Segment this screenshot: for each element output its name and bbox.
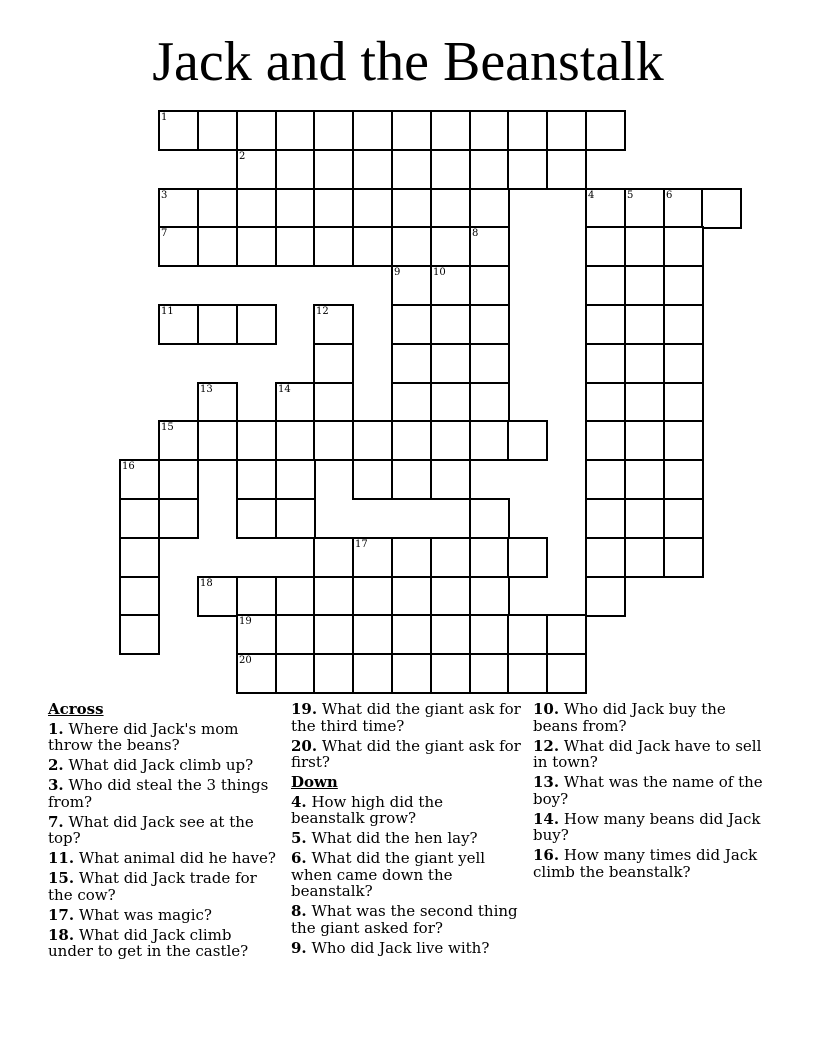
- grid-cell[interactable]: [275, 420, 316, 461]
- grid-cell[interactable]: [275, 110, 316, 151]
- grid-cell[interactable]: [430, 576, 471, 617]
- clue-number-label: 4.: [291, 792, 307, 811]
- grid-cell[interactable]: [236, 420, 277, 461]
- clue-number: 8: [472, 228, 479, 239]
- grid-cell[interactable]: [236, 304, 277, 345]
- grid-cell[interactable]: [275, 498, 316, 539]
- grid-cell[interactable]: [119, 459, 160, 500]
- clue-number-label: 9.: [291, 938, 307, 957]
- grid-cell[interactable]: [430, 420, 471, 461]
- grid-cell[interactable]: [430, 653, 471, 694]
- grid-cell[interactable]: [507, 653, 548, 694]
- clue-column-3: [533, 701, 763, 884]
- grid-cell[interactable]: [236, 576, 277, 617]
- grid-cell[interactable]: [585, 382, 626, 423]
- grid-cell[interactable]: [197, 226, 238, 267]
- grid-cell[interactable]: [158, 188, 199, 229]
- clue-number-label: 18.: [48, 925, 75, 944]
- clue-number: 4: [588, 190, 595, 201]
- clue-text: What did Jack climb up?: [63, 756, 254, 774]
- clue: [533, 701, 763, 734]
- grid-cell[interactable]: [701, 188, 742, 229]
- clue-number-label: 20.: [291, 736, 318, 755]
- clue-number: 19: [239, 616, 252, 627]
- grid-cell[interactable]: [119, 576, 160, 617]
- clue-number: 17: [355, 539, 368, 550]
- grid-cell[interactable]: [236, 614, 277, 655]
- grid-cell[interactable]: [352, 537, 393, 578]
- clue-number-label: 17.: [48, 905, 75, 924]
- grid-cell[interactable]: [391, 343, 432, 384]
- grid-cell[interactable]: [313, 304, 354, 345]
- clue-text: Who did Jack buy the beans from?: [533, 700, 726, 735]
- clue-number-label: 7.: [48, 812, 64, 831]
- clue-number-label: 1.: [48, 719, 64, 738]
- grid-cell[interactable]: [197, 382, 238, 423]
- grid-cell[interactable]: [469, 537, 510, 578]
- grid-cell[interactable]: [624, 304, 665, 345]
- grid-cell[interactable]: [158, 498, 199, 539]
- clue-number-label: 10.: [533, 700, 560, 718]
- grid-cell[interactable]: [197, 420, 238, 461]
- grid-cell[interactable]: [391, 226, 432, 267]
- grid-cell[interactable]: [391, 265, 432, 306]
- clue-number: 12: [316, 306, 329, 317]
- clue-number: 5: [627, 190, 634, 201]
- grid-cell[interactable]: [585, 265, 626, 306]
- grid-cell[interactable]: [275, 459, 316, 500]
- grid-cell[interactable]: [507, 420, 548, 461]
- grid-cell[interactable]: [313, 343, 354, 384]
- grid-cell[interactable]: [275, 614, 316, 655]
- grid-cell[interactable]: [663, 382, 704, 423]
- grid-cell[interactable]: [469, 576, 510, 617]
- across-header: Across: [48, 700, 104, 718]
- clue-text: What did the giant ask for first?: [291, 736, 521, 771]
- grid-cell[interactable]: [313, 226, 354, 267]
- clue: [291, 940, 521, 957]
- grid-cell[interactable]: [313, 188, 354, 229]
- grid-cell[interactable]: [507, 614, 548, 655]
- clue: [48, 870, 276, 903]
- grid-cell[interactable]: [430, 537, 471, 578]
- grid-cell[interactable]: [469, 420, 510, 461]
- clue-number-label: 16.: [533, 846, 560, 864]
- grid-cell[interactable]: [158, 420, 199, 461]
- clue-text: What was the second thing the giant asked for?: [291, 902, 518, 937]
- clue: [48, 907, 276, 924]
- grid-cell[interactable]: [158, 459, 199, 500]
- clue-number: 11: [161, 306, 174, 317]
- clue: [48, 757, 276, 774]
- clue-number: 7: [161, 228, 168, 239]
- grid-cell[interactable]: [158, 226, 199, 267]
- grid-cell[interactable]: [469, 653, 510, 694]
- grid-cell[interactable]: [275, 576, 316, 617]
- grid-cell[interactable]: [663, 265, 704, 306]
- grid-cell[interactable]: [663, 498, 704, 539]
- grid-cell[interactable]: [507, 110, 548, 151]
- clue-text: What did the giant yell when came down the beanstalk?: [291, 849, 486, 900]
- grid-cell[interactable]: [507, 149, 548, 190]
- grid-cell[interactable]: [313, 614, 354, 655]
- clue: [291, 794, 521, 827]
- grid-cell[interactable]: [546, 149, 587, 190]
- grid-cell[interactable]: [624, 226, 665, 267]
- grid-cell[interactable]: [469, 498, 510, 539]
- grid-cell[interactable]: [469, 343, 510, 384]
- grid-cell[interactable]: [352, 459, 393, 500]
- grid-cell[interactable]: [391, 576, 432, 617]
- grid-cell[interactable]: [119, 614, 160, 655]
- grid-cell[interactable]: [158, 110, 199, 151]
- clue: [533, 847, 763, 880]
- grid-cell[interactable]: [391, 420, 432, 461]
- grid-cell[interactable]: [391, 614, 432, 655]
- clue-text: What did the hen lay?: [306, 829, 478, 847]
- clue-number: 20: [239, 655, 252, 666]
- clue: [291, 830, 521, 847]
- grid-cell[interactable]: [197, 110, 238, 151]
- clue: [48, 721, 276, 754]
- grid-cell[interactable]: [236, 188, 277, 229]
- across-clue-list-continued: [291, 701, 521, 771]
- grid-cell[interactable]: [352, 420, 393, 461]
- down-clue-list: [291, 794, 521, 957]
- grid-cell[interactable]: [275, 653, 316, 694]
- clue: [48, 814, 276, 847]
- clue-number-label: 8.: [291, 902, 307, 920]
- clue: [48, 850, 276, 867]
- grid-cell[interactable]: [236, 498, 277, 539]
- clue-text: What did Jack see at the top?: [48, 812, 254, 847]
- clue-number: 15: [161, 422, 174, 433]
- grid-cell[interactable]: [313, 576, 354, 617]
- clue-text: What did the giant ask for the third time?: [291, 700, 521, 735]
- grid-cell[interactable]: [430, 614, 471, 655]
- grid-cell[interactable]: [352, 576, 393, 617]
- clue: [291, 850, 521, 900]
- grid-cell[interactable]: [663, 188, 704, 229]
- clue-number: 3: [161, 190, 168, 201]
- grid-cell[interactable]: [430, 265, 471, 306]
- grid-cell[interactable]: [585, 420, 626, 461]
- grid-cell[interactable]: [469, 265, 510, 306]
- grid-cell[interactable]: [624, 265, 665, 306]
- clue-text: What was magic?: [74, 905, 212, 924]
- grid-cell[interactable]: [430, 188, 471, 229]
- clue-number-label: 3.: [48, 776, 64, 794]
- grid-cell[interactable]: [663, 420, 704, 461]
- grid-cell[interactable]: [119, 537, 160, 578]
- grid-cell[interactable]: [585, 110, 626, 151]
- grid-cell[interactable]: [352, 149, 393, 190]
- grid-cell[interactable]: [313, 382, 354, 423]
- grid-cell[interactable]: [585, 343, 626, 384]
- clue-number: 14: [278, 384, 291, 395]
- grid-cell[interactable]: [469, 188, 510, 229]
- clue-column-1: [48, 701, 276, 963]
- grid-cell[interactable]: [469, 149, 510, 190]
- clue-text: How many beans did Jack buy?: [533, 809, 761, 844]
- grid-cell[interactable]: [236, 149, 277, 190]
- grid-cell[interactable]: [663, 226, 704, 267]
- grid-cell[interactable]: [585, 498, 626, 539]
- grid-cell[interactable]: [352, 226, 393, 267]
- grid-cell[interactable]: [430, 110, 471, 151]
- grid-cell[interactable]: [507, 537, 548, 578]
- grid-cell[interactable]: [158, 304, 199, 345]
- clue-text: Who did steal the 3 things from?: [48, 776, 269, 811]
- grid-cell[interactable]: [275, 149, 316, 190]
- grid-cell[interactable]: [119, 498, 160, 539]
- grid-cell[interactable]: [430, 149, 471, 190]
- grid-cell[interactable]: [585, 304, 626, 345]
- clue-number: 13: [200, 384, 213, 395]
- clue-number-label: 5.: [291, 829, 307, 847]
- grid-cell[interactable]: [197, 576, 238, 617]
- grid-cell[interactable]: [236, 110, 277, 151]
- grid-cell[interactable]: [469, 110, 510, 151]
- clue-number-label: 19.: [291, 700, 318, 718]
- grid-cell[interactable]: [663, 459, 704, 500]
- clue: [48, 777, 276, 810]
- grid-cell[interactable]: [391, 653, 432, 694]
- grid-cell[interactable]: [624, 459, 665, 500]
- grid-cell[interactable]: [624, 188, 665, 229]
- grid-cell[interactable]: [391, 304, 432, 345]
- grid-cell[interactable]: [313, 537, 354, 578]
- grid-cell[interactable]: [430, 304, 471, 345]
- grid-cell[interactable]: [624, 343, 665, 384]
- grid-cell[interactable]: [197, 188, 238, 229]
- clue-text: Who did Jack live with?: [306, 938, 490, 957]
- grid-cell[interactable]: [275, 382, 316, 423]
- grid-cell[interactable]: [391, 382, 432, 423]
- clue: [48, 927, 276, 960]
- grid-cell[interactable]: [663, 343, 704, 384]
- clue-text: What did Jack trade for the cow?: [48, 869, 257, 904]
- grid-cell[interactable]: [275, 188, 316, 229]
- clue-text: What animal did he have?: [74, 849, 276, 867]
- grid-cell[interactable]: [546, 110, 587, 151]
- clue-number: 1: [161, 112, 168, 123]
- grid-cell[interactable]: [624, 420, 665, 461]
- grid-cell[interactable]: [624, 498, 665, 539]
- clue-number-label: 12.: [533, 736, 560, 755]
- grid-cell[interactable]: [469, 614, 510, 655]
- grid-cell[interactable]: [430, 343, 471, 384]
- grid-cell[interactable]: [624, 537, 665, 578]
- clue-text: What did Jack climb under to get in the castle?: [48, 925, 249, 960]
- grid-cell[interactable]: [197, 304, 238, 345]
- grid-cell[interactable]: [236, 226, 277, 267]
- grid-cell[interactable]: [391, 149, 432, 190]
- clue-column-2: [291, 701, 521, 960]
- grid-cell[interactable]: [663, 537, 704, 578]
- grid-cell[interactable]: [236, 653, 277, 694]
- clue: [533, 811, 763, 844]
- grid-cell[interactable]: [469, 226, 510, 267]
- grid-cell[interactable]: [546, 614, 587, 655]
- down-clue-list-continued: [533, 701, 763, 880]
- grid-cell[interactable]: [391, 459, 432, 500]
- clue: [291, 701, 521, 734]
- grid-cell[interactable]: [313, 653, 354, 694]
- grid-cell[interactable]: [391, 110, 432, 151]
- grid-cell[interactable]: [430, 382, 471, 423]
- puzzle-title: Jack and the Beanstalk: [152, 31, 664, 93]
- clue-text: What was the name of the boy?: [533, 773, 763, 808]
- grid-cell[interactable]: [313, 110, 354, 151]
- grid-cell[interactable]: [313, 149, 354, 190]
- clue-text: What did Jack have to sell in town?: [533, 736, 762, 771]
- clue-text: How high did the beanstalk grow?: [291, 792, 443, 827]
- across-clue-list: [48, 721, 276, 960]
- clue-number-label: 15.: [48, 869, 75, 887]
- grid-cell[interactable]: [469, 304, 510, 345]
- grid-cell[interactable]: [352, 110, 393, 151]
- grid-cell[interactable]: [585, 537, 626, 578]
- grid-cell[interactable]: [585, 188, 626, 229]
- grid-cell[interactable]: [430, 459, 471, 500]
- grid-cell[interactable]: [391, 188, 432, 229]
- clue-number: 16: [122, 461, 135, 472]
- clue-number: 9: [394, 267, 401, 278]
- grid-cell[interactable]: [352, 614, 393, 655]
- grid-cell[interactable]: [585, 226, 626, 267]
- grid-cell[interactable]: [663, 304, 704, 345]
- grid-cell[interactable]: [313, 420, 354, 461]
- clue: [533, 738, 763, 771]
- clue-number: 6: [666, 190, 673, 201]
- grid-cell[interactable]: [430, 226, 471, 267]
- clue-number-label: 11.: [48, 849, 75, 867]
- down-header: Down: [291, 773, 338, 791]
- clue: [291, 738, 521, 771]
- grid-cell[interactable]: [624, 382, 665, 423]
- grid-cell[interactable]: [352, 653, 393, 694]
- grid-cell[interactable]: [469, 382, 510, 423]
- clue: [291, 903, 521, 936]
- clue-number-label: 13.: [533, 773, 560, 791]
- clue-number-label: 6.: [291, 849, 307, 867]
- clue-number: 18: [200, 578, 213, 589]
- grid-cell[interactable]: [585, 459, 626, 500]
- clue-text: How many times did Jack climb the beanstalk?: [533, 846, 758, 881]
- clue-number-label: 2.: [48, 756, 64, 774]
- clue-number: 2: [239, 151, 246, 162]
- clue-number: 10: [433, 267, 446, 278]
- grid-cell[interactable]: [585, 576, 626, 617]
- clue: [533, 774, 763, 807]
- clue-number-label: 14.: [533, 809, 560, 828]
- grid-cell[interactable]: [236, 459, 277, 500]
- grid-cell[interactable]: [352, 188, 393, 229]
- grid-cell[interactable]: [391, 537, 432, 578]
- grid-cell[interactable]: [546, 653, 587, 694]
- grid-cell[interactable]: [275, 226, 316, 267]
- clue-text: Where did Jack's mom throw the beans?: [48, 719, 239, 754]
